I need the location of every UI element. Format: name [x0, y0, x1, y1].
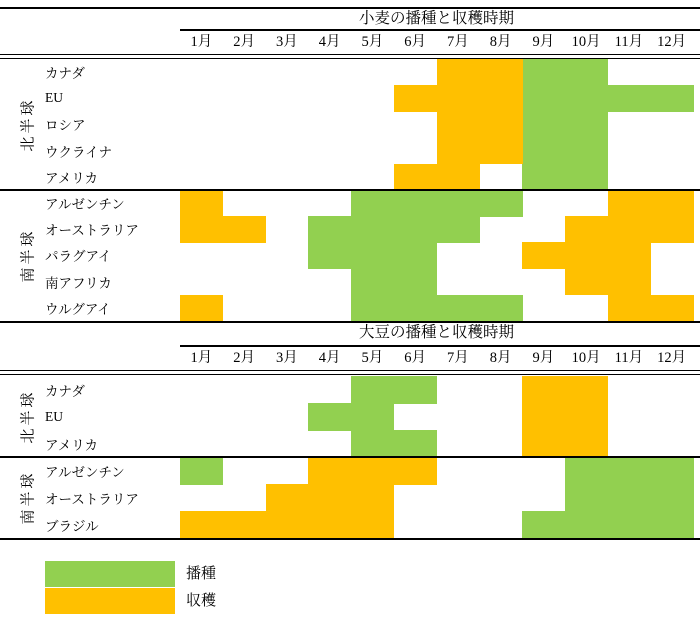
cell-harvest	[565, 403, 608, 431]
hemisphere-label	[8, 457, 46, 538]
cell-harvest	[565, 216, 608, 243]
country-label: パラグアイ	[45, 249, 112, 265]
sow-legend-label: 播種	[186, 566, 217, 582]
country-label: ロシア	[45, 118, 86, 134]
hemisphere-divider-rule	[0, 189, 700, 191]
cell-harvest	[351, 511, 394, 539]
cell-harvest	[650, 216, 693, 243]
month-header: 1月	[190, 350, 213, 366]
country-label: オーストラリア	[45, 223, 139, 239]
cell-sow	[437, 295, 480, 322]
month-header: 6月	[404, 350, 426, 366]
cell-sow	[351, 376, 394, 404]
cell-sow	[394, 269, 437, 296]
month-header: 1月	[190, 34, 213, 50]
country-label: アメリカ	[45, 437, 99, 453]
cell-harvest	[180, 295, 223, 322]
country-label: ブラジル	[45, 518, 99, 534]
harvest-color-swatch	[45, 588, 175, 614]
cell-sow	[351, 190, 394, 217]
month-header-rule	[0, 370, 700, 375]
cell-harvest	[522, 430, 565, 458]
cell-sow	[351, 269, 394, 296]
cell-sow	[608, 484, 651, 512]
table-top-rule	[0, 321, 700, 323]
hemisphere-label	[8, 190, 46, 321]
cell-harvest	[479, 59, 522, 86]
cell-harvest	[522, 376, 565, 404]
country-label: EU	[45, 408, 63, 424]
cell-harvest	[522, 242, 565, 269]
cell-sow	[351, 295, 394, 322]
country-label: アメリカ	[45, 170, 99, 186]
cell-sow	[522, 164, 565, 191]
cell-harvest	[565, 269, 608, 296]
month-header-rule	[0, 54, 700, 59]
hemisphere-divider-rule	[0, 456, 700, 458]
hemisphere-label-text: 南半球	[20, 470, 37, 525]
country-label: EU	[45, 90, 63, 106]
cell-sow	[565, 511, 608, 539]
cell-sow	[522, 85, 565, 112]
cell-sow	[351, 430, 394, 458]
cell-sow	[565, 59, 608, 86]
hemisphere-label-text: 北半球	[20, 97, 37, 152]
cell-harvest	[608, 190, 651, 217]
cell-harvest	[351, 484, 394, 512]
cell-sow	[394, 190, 437, 217]
cell-harvest	[437, 164, 480, 191]
cell-sow	[650, 484, 693, 512]
table-title: 小麦の播種と収穫時期	[358, 10, 514, 27]
cell-harvest	[608, 242, 651, 269]
cell-harvest	[180, 511, 223, 539]
country-label: アルゼンチン	[45, 197, 125, 213]
cell-harvest	[608, 216, 651, 243]
cell-sow	[394, 242, 437, 269]
cell-harvest	[180, 216, 223, 243]
cell-harvest	[479, 85, 522, 112]
month-header: 5月	[361, 34, 384, 50]
country-label: カナダ	[45, 383, 85, 399]
cell-harvest	[437, 138, 480, 165]
cell-harvest	[351, 457, 394, 485]
cell-sow	[437, 190, 480, 217]
cell-sow	[351, 403, 394, 431]
month-header: 4月	[318, 34, 341, 50]
country-label: アルゼンチン	[45, 464, 125, 480]
month-header: 12月	[657, 34, 687, 50]
cell-harvest	[565, 242, 608, 269]
month-header: 9月	[532, 350, 555, 366]
cell-harvest	[223, 216, 266, 243]
cell-sow	[394, 376, 437, 404]
title-underline	[180, 29, 700, 31]
cell-harvest	[308, 511, 351, 539]
harvest-legend-label: 収穫	[186, 593, 217, 609]
cell-sow	[522, 59, 565, 86]
sow-color-swatch	[45, 561, 175, 587]
cell-sow	[308, 216, 351, 243]
month-header: 3月	[276, 34, 298, 50]
cell-sow	[351, 216, 394, 243]
hemisphere-label	[8, 59, 46, 190]
hemisphere-label	[8, 376, 46, 457]
country-label: オーストラリア	[45, 491, 139, 507]
cell-harvest	[650, 190, 693, 217]
month-header: 12月	[657, 350, 687, 366]
cell-harvest	[266, 511, 309, 539]
cell-sow	[608, 511, 651, 539]
cell-sow	[479, 295, 522, 322]
hemisphere-label-text: 南半球	[20, 228, 37, 283]
table-title: 大豆の播種と収穫時期	[358, 324, 514, 341]
country-label: カナダ	[45, 66, 85, 82]
cell-harvest	[266, 484, 309, 512]
month-header: 8月	[489, 34, 512, 50]
cell-harvest	[180, 190, 223, 217]
cell-sow	[394, 216, 437, 243]
month-header: 9月	[532, 34, 555, 50]
month-header: 6月	[404, 34, 426, 50]
cell-harvest	[479, 111, 522, 138]
cell-sow	[522, 111, 565, 138]
cell-harvest	[437, 85, 480, 112]
country-label: ウルグアイ	[45, 301, 111, 317]
country-label: ウクライナ	[45, 144, 113, 160]
cell-harvest	[650, 295, 693, 322]
cell-sow	[650, 457, 693, 485]
cell-harvest	[308, 484, 351, 512]
cell-sow	[180, 457, 223, 485]
cell-sow	[565, 457, 608, 485]
cell-sow	[608, 85, 651, 112]
cell-sow	[394, 430, 437, 458]
cell-sow	[522, 138, 565, 165]
cell-sow	[565, 138, 608, 165]
cell-harvest	[565, 430, 608, 458]
title-underline	[180, 345, 700, 347]
cell-sow	[308, 403, 351, 431]
cell-sow	[479, 190, 522, 217]
cell-sow	[351, 242, 394, 269]
cell-harvest	[308, 457, 351, 485]
cell-sow	[650, 511, 693, 539]
month-header: 7月	[447, 350, 469, 366]
cell-sow	[608, 457, 651, 485]
month-header: 2月	[233, 34, 255, 50]
month-header: 10月	[571, 34, 601, 50]
month-header: 5月	[361, 350, 384, 366]
month-header: 11月	[614, 34, 644, 50]
cell-sow	[522, 511, 565, 539]
month-header: 10月	[571, 350, 601, 366]
cell-harvest	[565, 376, 608, 404]
cell-sow	[650, 85, 693, 112]
month-header: 8月	[489, 350, 512, 366]
hemisphere-label-text: 北半球	[20, 389, 37, 444]
cell-harvest	[522, 403, 565, 431]
cell-sow	[565, 484, 608, 512]
month-header: 2月	[233, 350, 255, 366]
month-header: 4月	[318, 350, 341, 366]
cell-harvest	[437, 59, 480, 86]
table-bottom-rule	[0, 538, 700, 540]
cell-sow	[565, 111, 608, 138]
month-header: 3月	[276, 350, 298, 366]
cell-harvest	[479, 138, 522, 165]
cell-sow	[437, 216, 480, 243]
month-header: 7月	[447, 34, 469, 50]
cell-harvest	[394, 85, 437, 112]
cell-sow	[565, 164, 608, 191]
cell-harvest	[608, 269, 651, 296]
country-label: 南アフリカ	[45, 275, 112, 291]
legend-item-harvest	[0, 588, 700, 614]
cell-harvest	[394, 457, 437, 485]
month-header: 11月	[614, 350, 644, 366]
cell-sow	[565, 85, 608, 112]
cell-harvest	[437, 111, 480, 138]
cell-harvest	[223, 511, 266, 539]
table-top-rule	[0, 7, 700, 9]
cell-sow	[394, 295, 437, 322]
cell-harvest	[608, 295, 651, 322]
cell-sow	[308, 242, 351, 269]
legend-item-sow	[0, 561, 700, 587]
cell-harvest	[394, 164, 437, 191]
